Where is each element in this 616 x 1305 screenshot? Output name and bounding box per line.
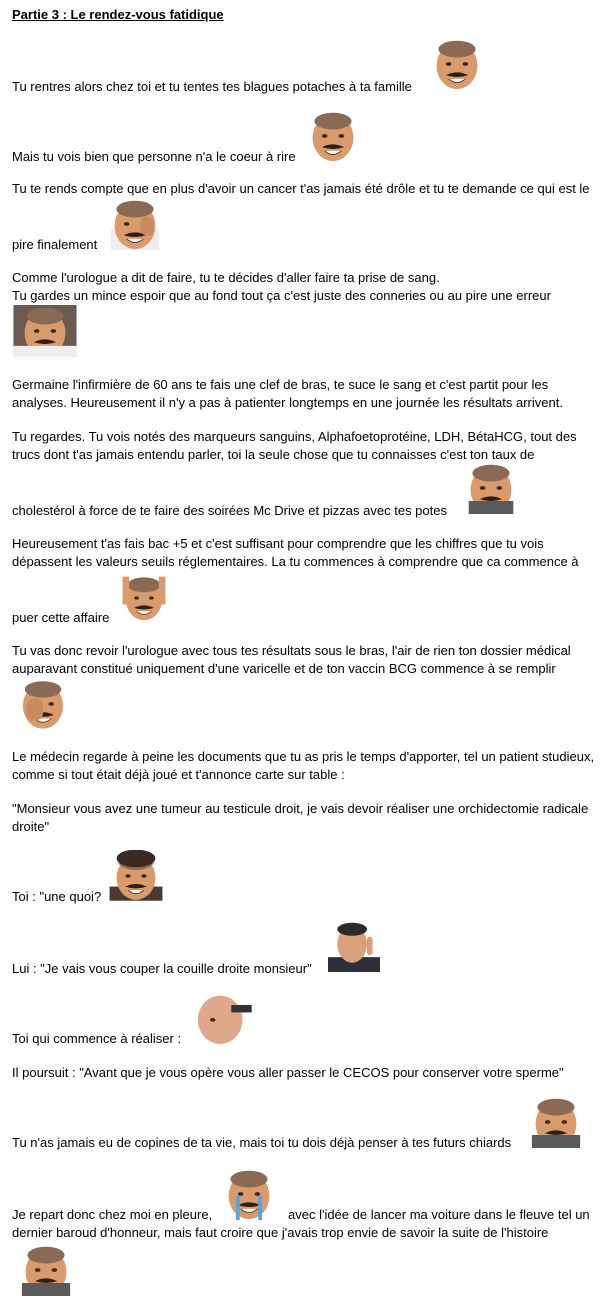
paragraph: puer cette affaire <box>12 610 110 625</box>
risitas-tears-icon <box>216 1168 282 1220</box>
paragraph: comme si tout était déjà joué et t'annonce carte sur table : <box>12 767 345 782</box>
jesus-sad-icon <box>12 305 78 357</box>
paragraph: analyses. Heureusement il n'y a pas à patienter longtemps en une journée les résultats arrivent. <box>12 395 563 410</box>
paragraph: dépassent les valeurs seuils réglementaires. La tu commences à comprendre que ca commence à <box>12 554 579 569</box>
paragraph: Mais tu vois bien que personne n'a le coeur à rire <box>12 149 296 164</box>
paragraph: Le médecin regarde à peine les documents que tu as pris le temps d'apporter, tel un patient studieux, <box>12 749 595 764</box>
paragraph: trucs dont t'as jamais entendu parler, toi la seule chose que tu connaisses c'est ton taux de <box>12 447 535 462</box>
paragraph: Toi : "une quoi? <box>12 889 102 904</box>
paragraph: Tu n'as jamais eu de copines de ta vie, mais toi tu dois déjà penser à tes futurs chiards <box>12 1135 512 1150</box>
paragraph: dernier baroud d'honneur, mais faut croire que j'avais trop envie de savoir la suite de l'histoire <box>12 1225 549 1240</box>
risitas-pointing-icon <box>458 462 524 514</box>
paragraph: Je repart donc chez moi en pleure, <box>12 1207 213 1222</box>
paragraph: Germaine l'infirmière de 60 ans te fais une clef de bras, te suce le sang et c'est partit pour les <box>12 377 549 392</box>
risitas-dancing-icon <box>116 572 172 624</box>
risitas-laughing-icon <box>424 38 490 90</box>
paragraph: Il poursuit : "Avant que je vous opère vous aller passer le CECOS pour conserver votre sperme" <box>12 1065 564 1080</box>
man-surprised-icon <box>106 850 166 902</box>
risitas-crying-icon <box>102 198 168 250</box>
paragraph: Tu te rends compte que en plus d'avoir un cancer t'as jamais été drôle et tu te demande ce qui est le <box>12 181 590 196</box>
bald-gun-icon <box>188 992 256 1044</box>
paragraph: Tu rentres alors chez toi et tu tentes tes blagues potaches à ta famille <box>12 79 412 94</box>
risitas-sitting-icon <box>12 1244 80 1296</box>
paragraph: Tu vas donc revoir l'urologue avec tous tes résultats sous le bras, l'air de rien ton dossier médical <box>12 643 571 658</box>
risitas-chuckle-icon <box>522 1096 590 1148</box>
paragraph: avec l'idée de lancer ma voiture dans le fleuve tel un <box>288 1207 590 1222</box>
paragraph: Toi qui commence à réaliser : <box>12 1031 182 1046</box>
paragraph: cholestérol à force de te faire des soirées Mc Drive et pizzas avec tes potes <box>12 503 447 518</box>
paragraph: Tu regardes. Tu vois notés des marqueurs sanguins, Alphafoetoprotéine, LDH, BétaHCG, tout des <box>12 429 577 444</box>
page-title: Partie 3 : Le rendez-vous fatidique <box>12 7 224 22</box>
paragraph: Lui : "Je vais vous couper la couille droite monsieur" <box>12 961 312 976</box>
paragraph: "Monsieur vous avez une tumeur au testicule droit, je vais devoir réaliser une orchidectomie radicale <box>12 801 589 816</box>
paragraph: auparavant constitué uniquement d'une varicelle et de ton vaccin BCG commence à se remplir <box>12 661 556 676</box>
paragraph: Comme l'urologue a dit de faire, tu te décides d'aller faire ta prise de sang. <box>12 270 440 285</box>
zemmour-finger-icon <box>320 920 388 972</box>
paragraph: Heureusement t'as fais bac +5 et c'est suffisant pour comprendre que les chiffres que tu vois <box>12 536 544 551</box>
risitas-smiling-icon <box>300 110 366 162</box>
paragraph: pire finalement <box>12 237 98 252</box>
paragraph: droite" <box>12 819 50 834</box>
paragraph: Tu gardes un mince espoir que au fond tout ça c'est juste des conneries ou au pire une erreur <box>12 288 551 303</box>
risitas-facepalm-icon <box>12 678 74 730</box>
